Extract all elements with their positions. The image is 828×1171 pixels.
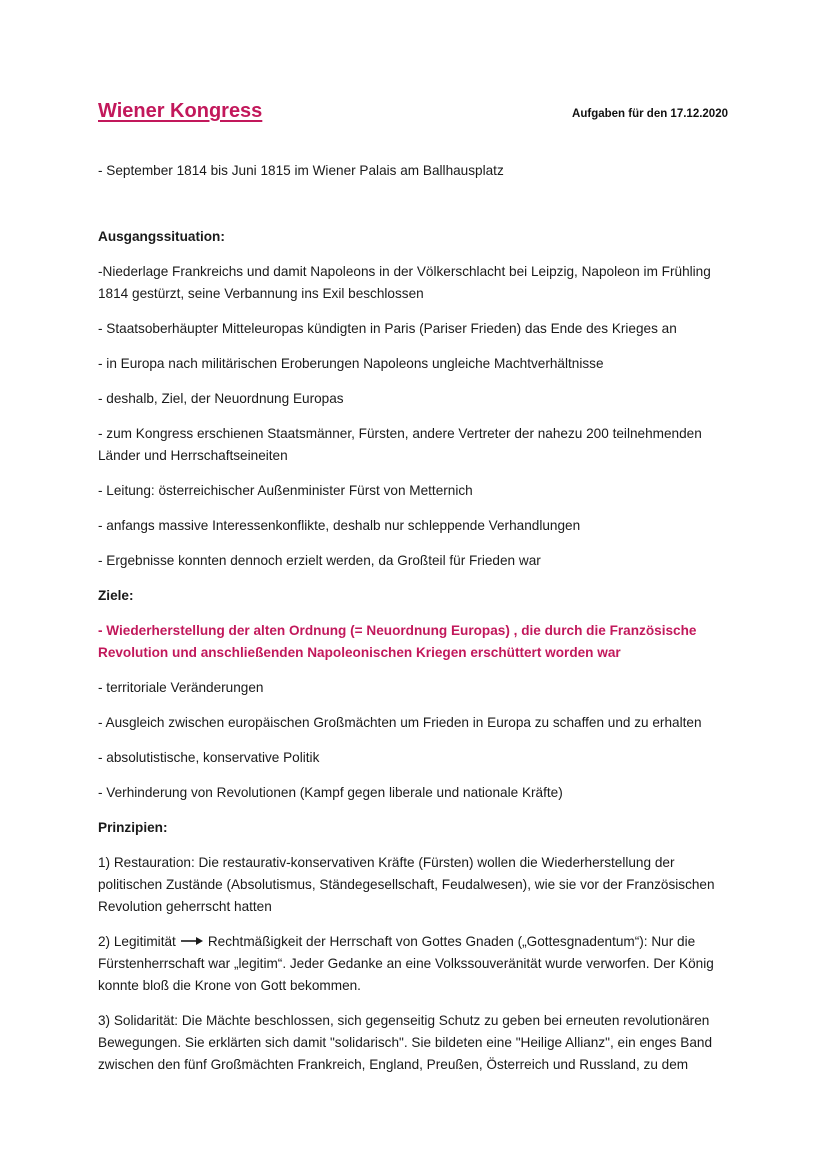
heading-ausgangssituation: Ausgangssituation:	[98, 229, 225, 244]
list-item: -Niederlage Frankreichs und damit Napoleons in der Völkerschlacht bei Leipzig, Napoleon im Frühling 1814 gestürzt, seine Verbannung ins Exil beschlossen	[98, 264, 711, 301]
assignment-date: Aufgaben für den 17.12.2020	[572, 108, 728, 120]
list-item: - Ergebnisse konnten dennoch erzielt werden, da Großteil für Frieden war	[98, 553, 541, 568]
highlighted-goal: - Wiederherstellung der alten Ordnung (= Neuordnung Europas) , die durch die Französische Revolution und anschließenden Napoleonischen Kriegen erschüttert worden war	[98, 623, 697, 660]
list-item: - Verhinderung von Revolutionen (Kampf gegen liberale und nationale Kräfte)	[98, 785, 563, 800]
document-body	[98, 160, 738, 1089]
list-item: - in Europa nach militärischen Eroberungen Napoleons ungleiche Machtverhältnisse	[98, 356, 604, 371]
intro-line: - September 1814 bis Juni 1815 im Wiener Palais am Ballhausplatz	[98, 163, 504, 178]
principle-legitimitaet	[98, 931, 738, 997]
list-item: - zum Kongress erschienen Staatsmänner, Fürsten, andere Vertreter der nahezu 200 teilnehmenden Länder und Herrschaftseineiten	[98, 426, 702, 463]
right-arrow-icon	[180, 931, 204, 953]
list-item: - deshalb, Ziel, der Neuordnung Europas	[98, 391, 344, 406]
list-item: - absolutistische, konservative Politik	[98, 750, 320, 765]
page-title: Wiener Kongress	[98, 100, 263, 122]
principle-lead: 2) Legitimität	[98, 934, 176, 949]
list-item: - territoriale Veränderungen	[98, 680, 264, 695]
list-item: - anfangs massive Interessenkonflikte, deshalb nur schleppende Verhandlungen	[98, 518, 581, 533]
heading-prinzipien: Prinzipien:	[98, 820, 168, 835]
list-item: - Staatsoberhäupter Mitteleuropas kündigten in Paris (Pariser Frieden) das Ende des Krieges an	[98, 321, 677, 336]
heading-ziele: Ziele:	[98, 588, 134, 603]
list-item: - Leitung: österreichischer Außenminister Fürst von Metternich	[98, 483, 473, 498]
principle-text: Rechtmäßigkeit der Herrschaft von Gottes Gnaden („Gottesgnadentum“): Nur die Fürstenherrschaft war „legitim“. Jeder Gedanke an eine Volkssouveränität wurde verworfen. Der König konnte bloß die Krone von Gott bekommen.	[98, 934, 714, 994]
list-item: - Ausgleich zwischen europäischen Großmächten um Frieden in Europa zu schaffen und zu erhalten	[98, 715, 702, 730]
principle-restauration: 1) Restauration: Die restaurativ-konservativen Kräfte (Fürsten) wollen die Wiederherstellung der politischen Zustände (Absolutismus, Ständegesellschaft, Feudalwesen), wie sie vor der Französischen Revolution geherrscht hatten	[98, 855, 715, 914]
principle-solidaritaet: 3) Solidarität: Die Mächte beschlossen, sich gegenseitig Schutz zu geben bei erneuten revolutionären Bewegungen. Sie erklärten sich damit "solidarisch". Sie bildeten eine "Heilige Allianz", ein enges Band zwischen den fünf Großmächten Frankreich, England, Preußen, Österreich und Russland, zu dem	[98, 1013, 713, 1073]
